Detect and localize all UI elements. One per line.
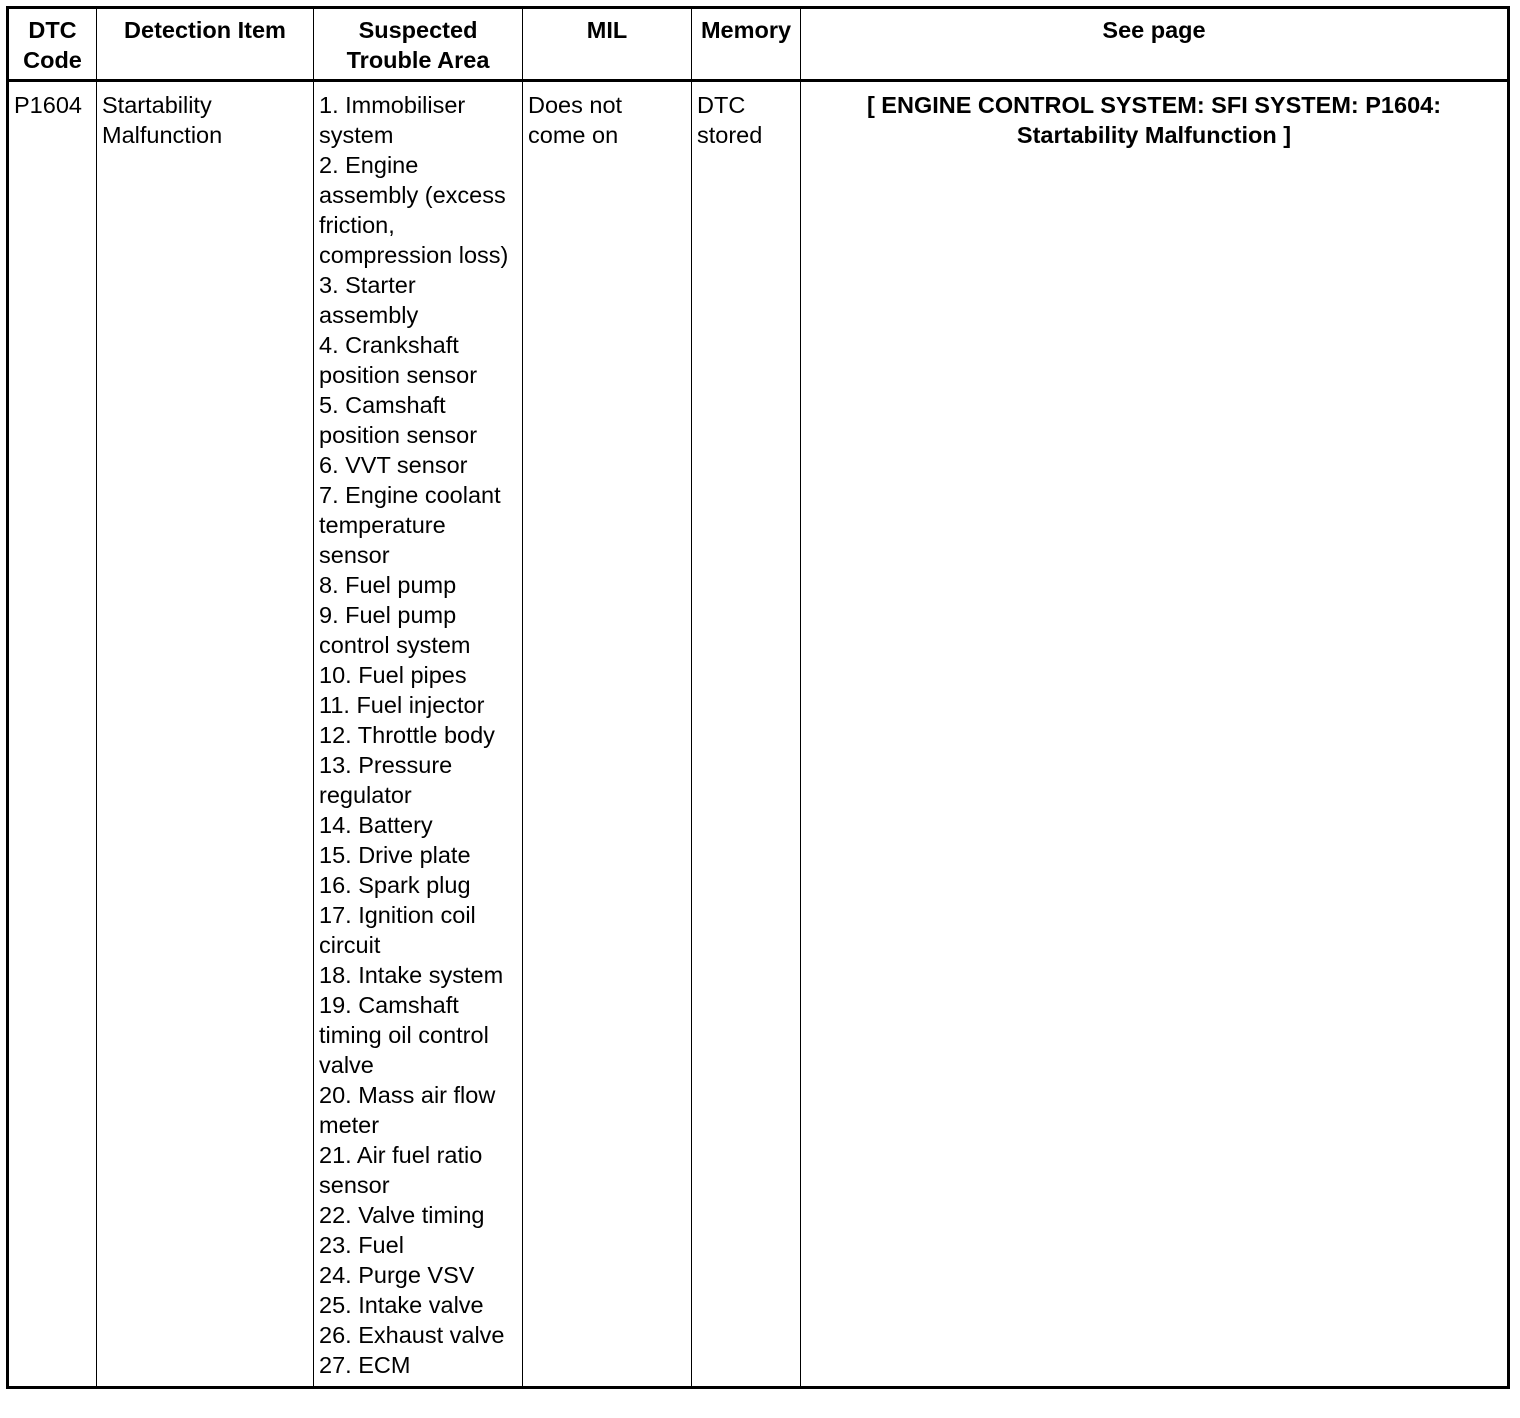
trouble-area-item: 10. Fuel pipes [319, 662, 467, 688]
trouble-area-item: 26. Exhaust valve [319, 1322, 505, 1348]
header-memory: Memory [692, 8, 801, 81]
mil-line-1: Does not [528, 92, 623, 118]
trouble-area-item: 18. Intake system [319, 962, 504, 988]
trouble-area-item: 14. Battery [319, 812, 433, 838]
memory-line-1: DTC [697, 92, 746, 118]
header-dtc-code-line-2: Code [23, 47, 82, 73]
see-page-line-1: [ ENGINE CONTROL SYSTEM: SFI SYSTEM: P1604: [866, 92, 1442, 118]
trouble-area-item: 3. Starter assembly [319, 272, 419, 328]
detection-item-line-1: Startability [102, 92, 212, 118]
header-suspected-line-1: Suspected [358, 17, 478, 43]
cell-suspected-trouble-area [314, 81, 523, 1388]
dtc-table [6, 6, 1510, 1389]
table-header [8, 8, 1509, 81]
trouble-area-item: 16. Spark plug [319, 872, 471, 898]
see-page-link[interactable] [867, 92, 1441, 148]
trouble-area-item: 20. Mass air flow meter [319, 1082, 496, 1138]
header-mil: MIL [523, 8, 692, 81]
trouble-area-item: 15. Drive plate [319, 842, 471, 868]
header-detection-item: Detection Item [97, 8, 314, 81]
see-page-line-2: Startability Malfunction ] [1016, 122, 1292, 148]
trouble-area-item: 4. Crankshaft position sensor [319, 332, 478, 388]
trouble-area-list [319, 90, 517, 1380]
detection-item-line-2: Malfunction [102, 122, 223, 148]
trouble-area-item: 27. ECM [319, 1352, 411, 1378]
trouble-area-item: 9. Fuel pump control system [319, 602, 471, 658]
trouble-area-item: 17. Ignition coil circuit [319, 902, 476, 958]
trouble-area-item: 23. Fuel [319, 1232, 404, 1258]
header-dtc-code-line-1: DTC [28, 17, 77, 43]
trouble-area-item: 11. Fuel injector [319, 692, 485, 718]
memory-line-2: stored [697, 122, 763, 148]
trouble-area-item: 6. VVT sensor [319, 452, 468, 478]
header-suspected-trouble-area [314, 8, 523, 81]
header-dtc-code [8, 8, 97, 81]
trouble-area-item: 22. Valve timing [319, 1202, 485, 1228]
table-body [8, 81, 1509, 1388]
cell-see-page [801, 81, 1509, 1388]
trouble-area-item: 2. Engine assembly (excess friction, compression loss) [319, 152, 509, 268]
trouble-area-item: 21. Air fuel ratio sensor [319, 1142, 483, 1198]
trouble-area-item: 13. Pressure regulator [319, 752, 453, 808]
header-row [8, 8, 1509, 81]
trouble-area-item: 12. Throttle body [319, 722, 495, 748]
cell-memory [692, 81, 801, 1388]
table-row [8, 81, 1509, 1388]
trouble-area-item: 7. Engine coolant temperature sensor [319, 482, 501, 568]
cell-detection-item [97, 81, 314, 1388]
trouble-area-item: 25. Intake valve [319, 1292, 484, 1318]
cell-dtc-code: P1604 [8, 81, 97, 1388]
header-see-page: See page [801, 8, 1509, 81]
trouble-area-item: 19. Camshaft timing oil control valve [319, 992, 489, 1078]
mil-line-2: come on [528, 122, 619, 148]
trouble-area-item: 1. Immobiliser system [319, 92, 466, 148]
trouble-area-item: 24. Purge VSV [319, 1262, 475, 1288]
trouble-area-item: 8. Fuel pump [319, 572, 457, 598]
trouble-area-item: 5. Camshaft position sensor [319, 392, 478, 448]
cell-mil [523, 81, 692, 1388]
header-suspected-line-2: Trouble Area [346, 47, 490, 73]
